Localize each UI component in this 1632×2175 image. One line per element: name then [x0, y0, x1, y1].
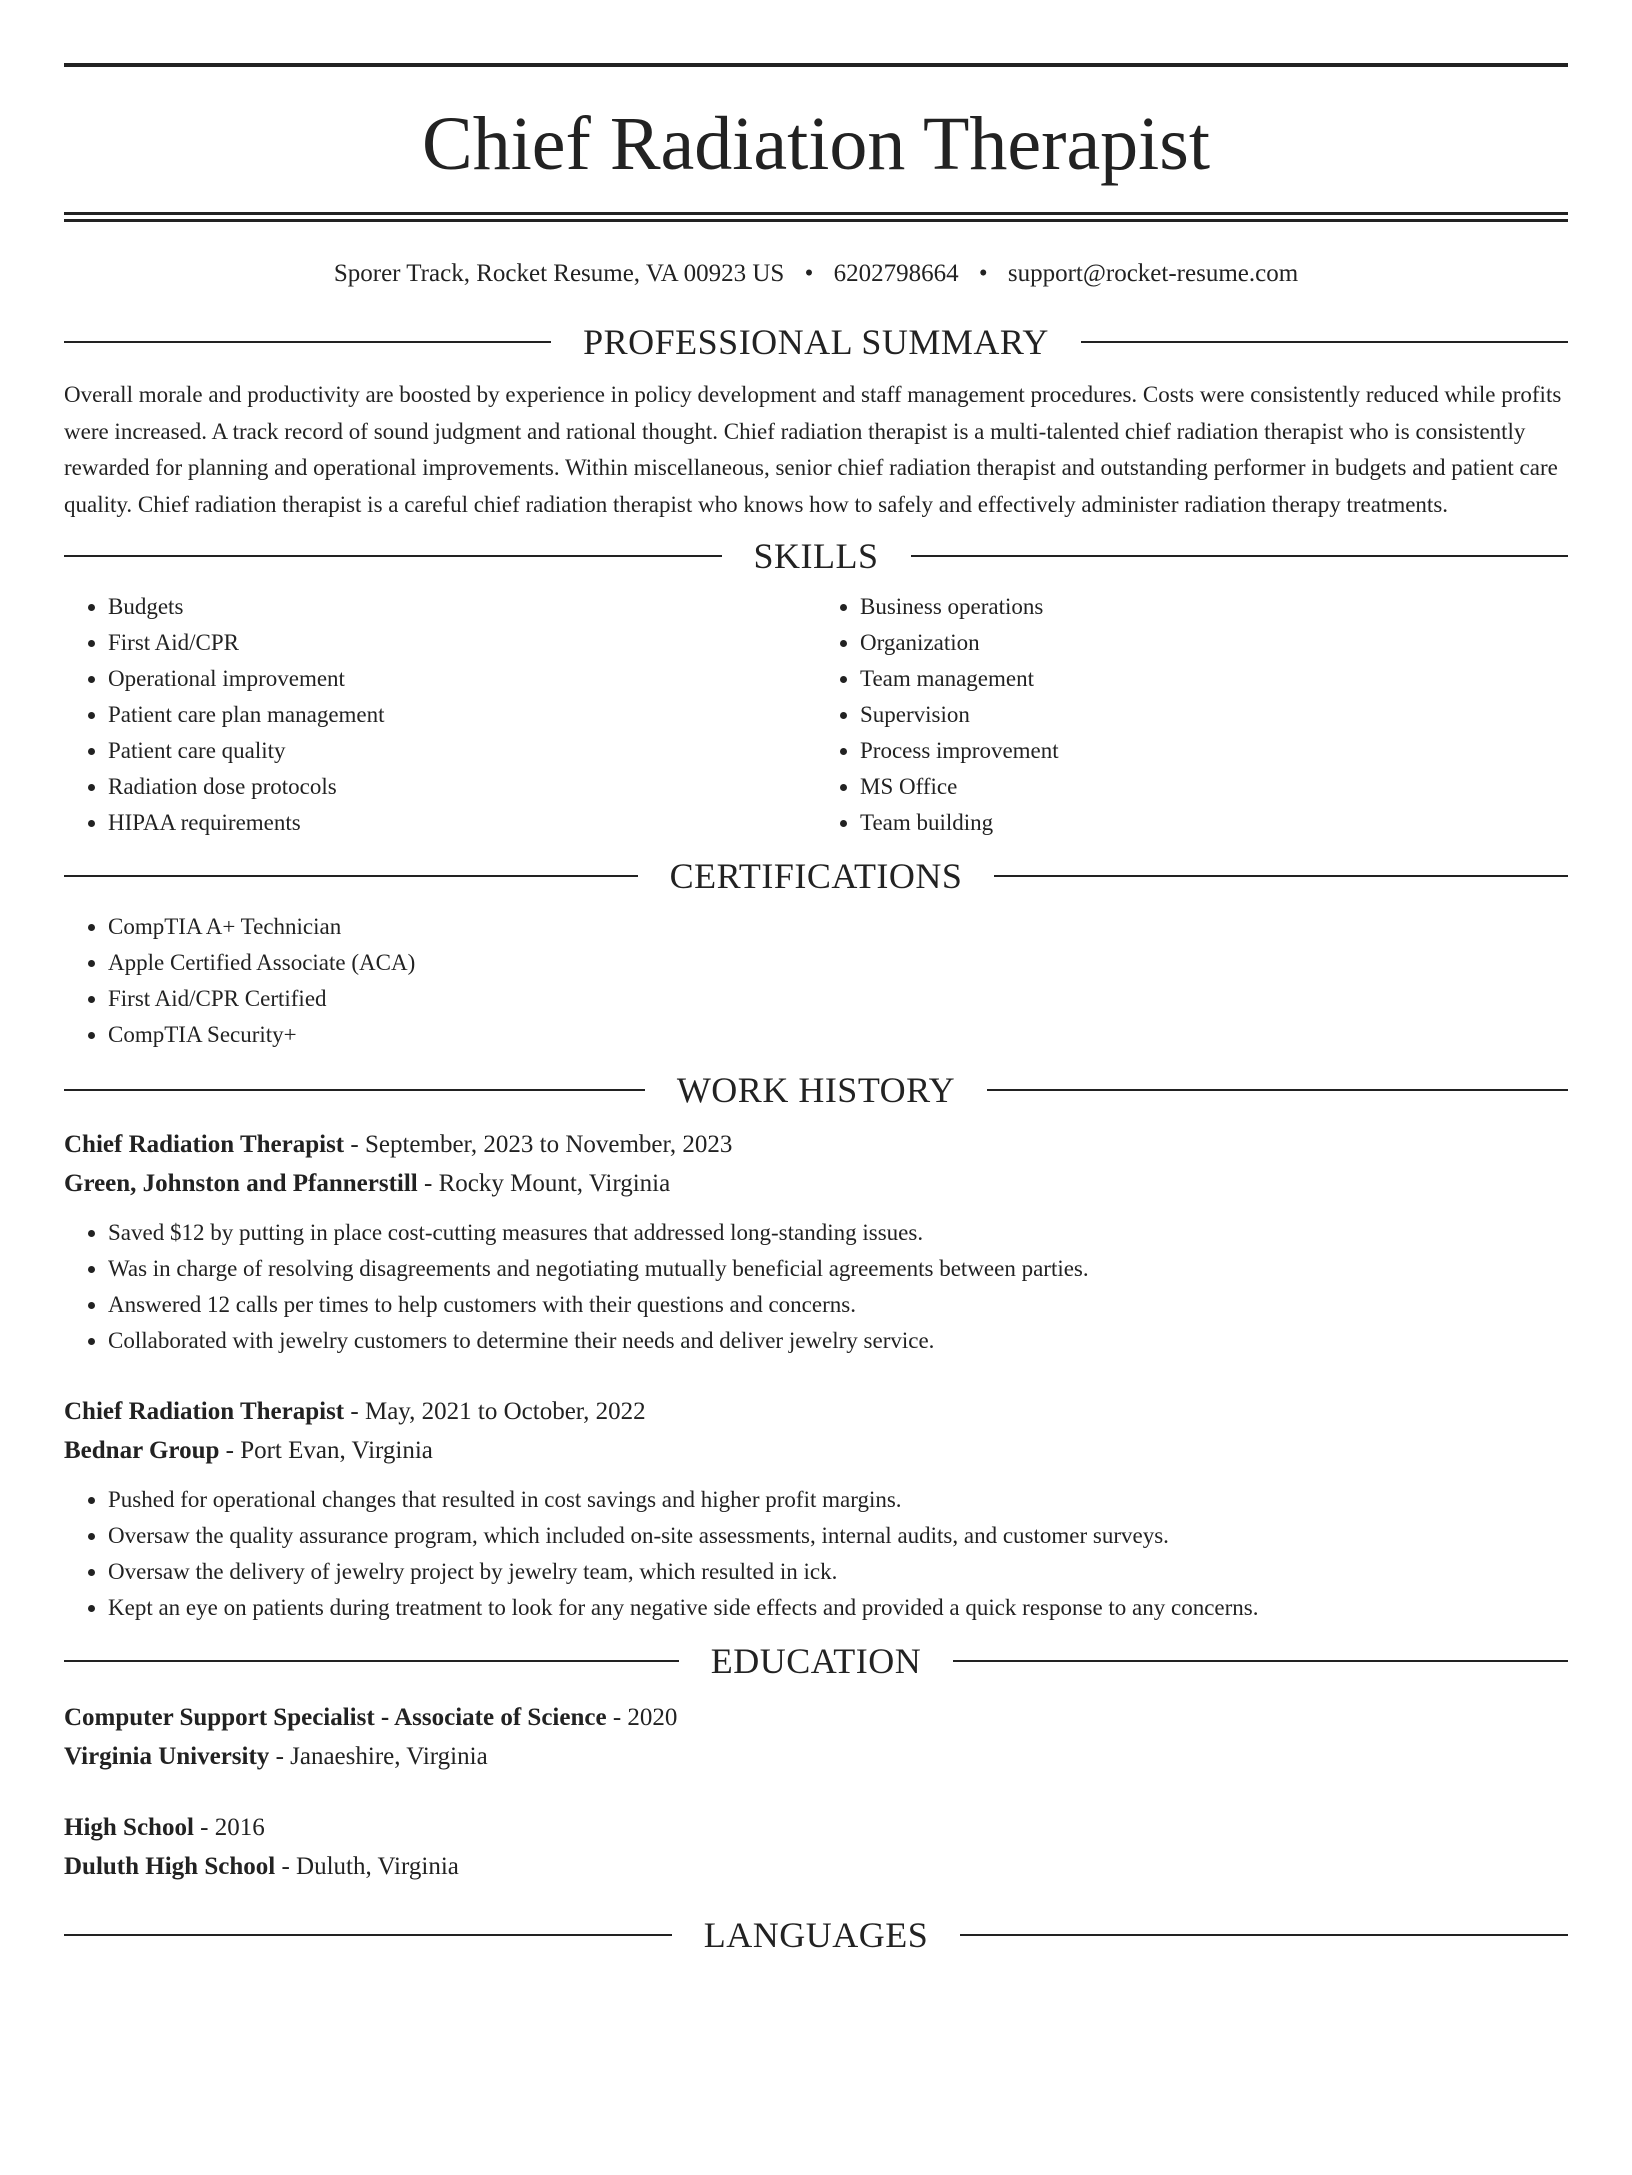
contact-address: Sporer Track, Rocket Resume, VA 00923 US	[333, 260, 785, 287]
education-school-line	[64, 1737, 1568, 1776]
certifications-heading	[64, 851, 1568, 901]
skill-item: • Team building	[860, 805, 1568, 841]
job-bullet: • Oversaw the delivery of jewelry project by jewelry team, which resulted in ick.	[108, 1554, 1568, 1590]
skills-heading	[64, 531, 1568, 581]
education-school: Virginia University	[64, 1743, 270, 1770]
education-year: - 2020	[606, 1704, 678, 1731]
job-company-line	[64, 1164, 1568, 1203]
top-rule	[64, 63, 1568, 67]
job-title-line	[64, 1392, 1568, 1431]
heading-rule	[911, 555, 1569, 557]
education-year: - 2016	[193, 1814, 265, 1841]
skills-list	[64, 589, 1568, 841]
skill-item: • First Aid/CPR	[108, 625, 816, 661]
resume-title: Chief Radiation Therapist	[422, 102, 1210, 186]
work-heading	[64, 1065, 1568, 1115]
skill-item: • Operational improvement	[108, 661, 816, 697]
summary-heading	[64, 317, 1568, 367]
job-bullets	[64, 1482, 1568, 1626]
heading-rule	[987, 1089, 1568, 1091]
job-dates: - September, 2023 to November, 2023	[344, 1131, 733, 1158]
certification-item: • Apple Certified Associate (ACA)	[108, 945, 1568, 981]
languages-heading-text: LANGUAGES	[703, 1915, 929, 1955]
job-company-line	[64, 1431, 1568, 1470]
skill-item: • Process improvement	[860, 733, 1568, 769]
job-dates: - May, 2021 to October, 2022	[344, 1398, 646, 1425]
job-title: Chief Radiation Therapist	[64, 1131, 345, 1158]
certifications-heading-text: CERTIFICATIONS	[669, 856, 963, 896]
education-degree-line	[64, 1698, 1568, 1737]
skills-heading-text: SKILLS	[753, 536, 879, 576]
summary-heading-text: PROFESSIONAL SUMMARY	[583, 322, 1049, 362]
heading-rule	[1081, 341, 1568, 343]
skill-item: • MS Office	[860, 769, 1568, 805]
contact-email[interactable]: support@rocket-resume.com	[1007, 260, 1299, 287]
education-location: - Duluth, Virginia	[275, 1853, 459, 1880]
heading-rule	[64, 1934, 672, 1936]
heading-rule	[64, 555, 722, 557]
education-degree: High School	[64, 1814, 194, 1841]
heading-rule	[960, 1934, 1568, 1936]
skill-item: • HIPAA requirements	[108, 805, 816, 841]
job-bullet: • Was in charge of resolving disagreements and negotiating mutually beneficial agreements between parties.	[108, 1251, 1568, 1287]
certification-item: • CompTIA Security+	[108, 1017, 1568, 1053]
education-degree-line	[64, 1808, 1568, 1847]
certification-item: • CompTIA A+ Technician	[108, 909, 1568, 945]
skill-item: • Organization	[860, 625, 1568, 661]
heading-rule	[64, 1089, 645, 1091]
contact-line	[64, 258, 1568, 290]
heading-rule	[64, 875, 638, 877]
job-bullets	[64, 1215, 1568, 1359]
education-school-line	[64, 1847, 1568, 1886]
education-school: Duluth High School	[64, 1853, 276, 1880]
job-company: Bednar Group	[64, 1437, 220, 1464]
work-heading-text: WORK HISTORY	[676, 1070, 956, 1110]
contact-separator: •	[978, 260, 988, 287]
job-bullet: • Collaborated with jewelry customers to determine their needs and deliver jewelry service.	[108, 1323, 1568, 1359]
certification-item: • First Aid/CPR Certified	[108, 981, 1568, 1017]
skill-item: • Business operations	[860, 589, 1568, 625]
job-bullet: • Oversaw the quality assurance program, which included on-site assessments, internal audits, and customer surveys.	[108, 1518, 1568, 1554]
contact-separator: •	[804, 260, 814, 287]
education-degree: Computer Support Specialist - Associate of Science	[64, 1704, 607, 1731]
summary-text: Overall morale and productivity are boosted by experience in policy development and staff management procedures. Costs were consistently reduced while profits were increased. A track record of sound judgment and rational thought. Chief radiation therapist is a multi-talented chief radiation therapist who is consistently rewarded for planning and operational improvements. Within miscellaneous, senior chief radiation therapist and outstanding performer in budgets and patient care quality. Chief radiation therapist is a careful chief radiation therapist who knows how to safely and effectively administer radiation therapy treatments.	[64, 382, 1562, 517]
heading-rule	[953, 1660, 1568, 1662]
job-bullet: • Kept an eye on patients during treatment to look for any negative side effects and provided a quick response to any concerns.	[108, 1590, 1568, 1626]
languages-heading	[64, 1910, 1568, 1960]
heading-rule	[64, 341, 551, 343]
resume-page	[0, 63, 1632, 2175]
skill-item: • Patient care plan management	[108, 697, 816, 733]
skills-column-right	[816, 589, 1568, 841]
education-location: - Janaeshire, Virginia	[269, 1743, 488, 1770]
job-bullet: • Saved $12 by putting in place cost-cutting measures that addressed long-standing issues.	[108, 1215, 1568, 1251]
job-entry	[64, 1392, 1568, 1626]
education-heading-text: EDUCATION	[710, 1641, 922, 1681]
job-company: Green, Johnston and Pfannerstill	[64, 1170, 418, 1197]
skill-item: • Supervision	[860, 697, 1568, 733]
heading-rule	[64, 1660, 679, 1662]
skill-item: • Patient care quality	[108, 733, 816, 769]
job-bullet: • Answered 12 calls per times to help customers with their questions and concerns.	[108, 1287, 1568, 1323]
education-entry	[64, 1698, 1568, 1776]
heading-rule	[994, 875, 1568, 877]
skill-item: • Radiation dose protocols	[108, 769, 816, 805]
contact-phone: 6202798664	[833, 260, 959, 287]
job-bullet: • Pushed for operational changes that resulted in cost savings and higher profit margins.	[108, 1482, 1568, 1518]
education-heading	[64, 1636, 1568, 1686]
skill-item: • Team management	[860, 661, 1568, 697]
job-title: Chief Radiation Therapist	[64, 1398, 345, 1425]
skills-column-left	[64, 589, 816, 841]
job-location: - Port Evan, Virginia	[219, 1437, 433, 1464]
title-double-rule	[64, 212, 1568, 222]
certifications-list	[64, 909, 1568, 1053]
job-location: - Rocky Mount, Virginia	[417, 1170, 671, 1197]
job-title-line	[64, 1125, 1568, 1164]
job-entry	[64, 1125, 1568, 1359]
education-entry	[64, 1808, 1568, 1886]
skill-item: • Budgets	[108, 589, 816, 625]
